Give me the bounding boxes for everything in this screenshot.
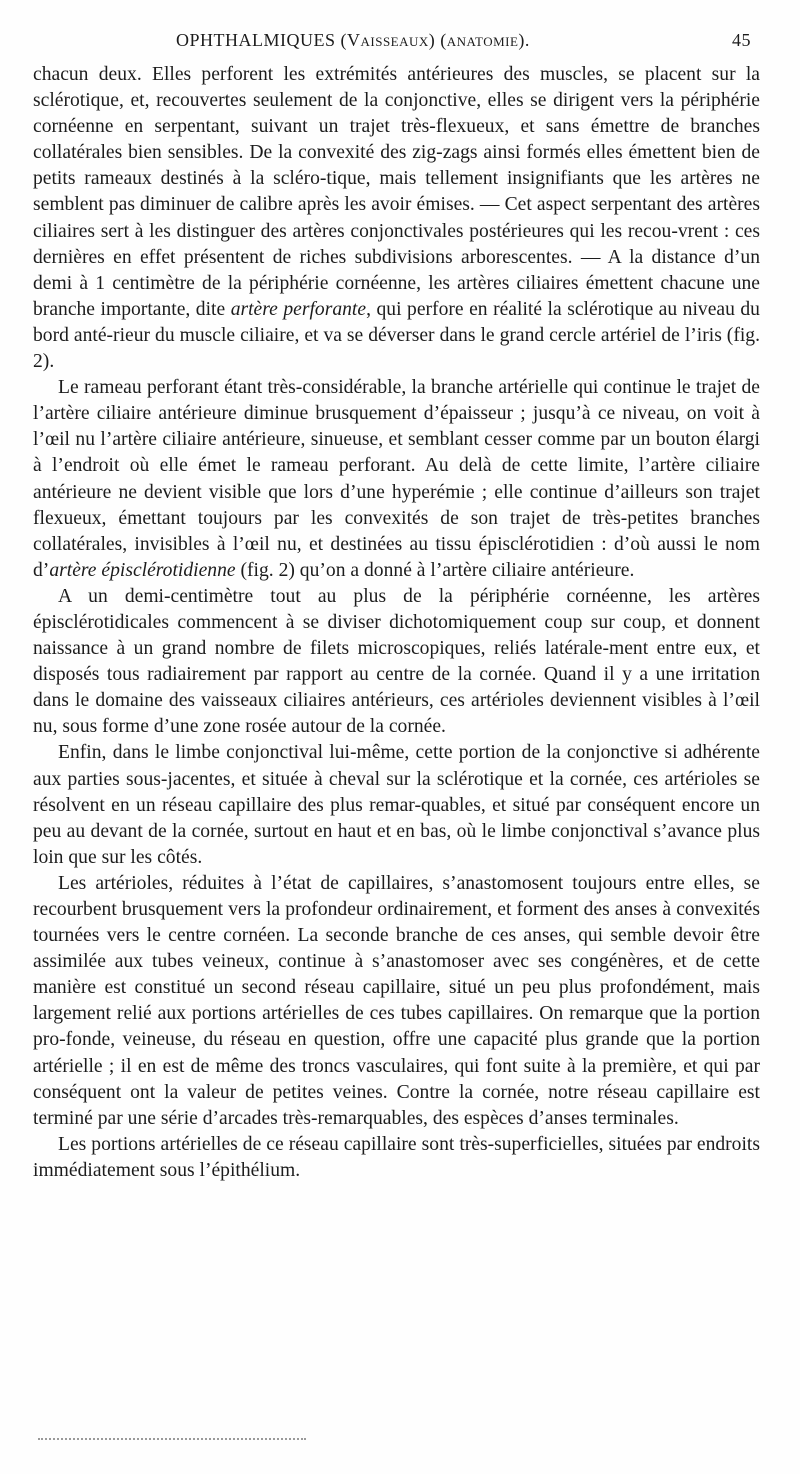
italic-term: artère perforante (230, 298, 367, 320)
paragraph: Les portions artérielles de ce réseau capillaire sont très-superficielles, situées par endroits immédiatement sous l’épithélium. (33, 1133, 760, 1181)
body-text (33, 62, 760, 1184)
paragraph: Le rameau perforant étant très-considérable, la branche artérielle qui continue le trajet de l’artère ciliaire antérieure diminue brusquement d’épaisseur ; jusqu’à ce niveau, on voit à l’œil nu l’artère ciliaire antérieure, sinueuse, et semblant cesser comme par un bouton élargi à l’endroit où elle émet le rameau perforant. Au delà de cette limite, l’artère ciliaire antérieure ne devient visible que lors d’une hyperémie ; elle continue d’ailleurs son trajet flexueux, émettant toujours par les convexités de son trajet de très-petites branches collatérales, invisibles à l’œil nu, et destinées au tissu épisclérotidien : d’où aussi le nom d’artère épisclérotidienne (fig. 2) qu’on a donné à l’artère ciliaire antérieure. (33, 377, 760, 581)
footer-rule (38, 1438, 306, 1440)
paragraph: Enfin, dans le limbe conjonctival lui-même, cette portion de la conjonctive si adhérente aux parties sous-jacentes, et située à cheval sur la sclérotique et la cornée, ces artérioles se résolvent en un réseau capillaire des plus remar-quables, et situé par conséquent encore un peu au devant de la cornée, surtout en haut et en bas, où le limbe conjonctival s’avance plus loin que sur les côtés. (33, 742, 760, 868)
running-title (176, 30, 530, 51)
paragraph: A un demi-centimètre tout au plus de la périphérie cornéenne, les artères épisclérotidicales commencent à se diviser dichotomiquement coup sur coup, et donnent naissance à un grand nombre de filets microscopiques, reliés latérale-ment entre eux, et disposés tous radiairement par rapport au centre de la cornée. Quand il y a une irritation dans le domaine des vaisseaux ciliaires antérieurs, ces artérioles deviennent visibles à l’œil nu, sous forme d’une zone rosée autour de la cornée. (33, 585, 760, 738)
page-number: 45 (732, 30, 751, 50)
running-header (0, 30, 800, 56)
paragraph: chacun deux. Elles perforent les extrémités antérieures des muscles, se placent sur la sclérotique, et, recouvertes seulement de la conjonctive, elles se dirigent vers la périphérie cornéenne en serpentant, suivant un trajet très-flexueux, et sans émettre de branches collatérales bien sensibles. De la convexité des zig-zags ainsi formés elles émettent bien de petits rameaux destinés à la scléro-tique, mais tellement insignifiants que les artères ne semblent pas diminuer de calibre après les avoir émises. — Cet aspect serpentant des artères ciliaires sert à les distinguer des artères conjonctivales postérieures qui les recou-vrent : ces dernières en effet présentent de riches subdivisions arborescentes. — A la distance d’un demi à 1 centimètre de la périphérie cornéenne, les artères ciliaires émettent chacune une branche importante, dite artère perforante, qui perfore en réalité la sclérotique au niveau du bord anté-rieur du muscle ciliaire, et va se déverser dans le grand cercle artériel de l’iris (fig. 2). (33, 64, 760, 373)
paragraph: Les artérioles, réduites à l’état de capillaires, s’anastomosent toujours entre elles, se recourbent brusquement vers la profondeur ordinairement, et forment des anses à convexités tournées vers le centre cornéen. La seconde branche de ces anses, qui semble devoir être assimilée aux tubes veineux, continue à s’anastomoser avec ses congénères, et de cette manière est constitué un second réseau capillaire, situé un peu plus profondément, mais largement relié aux portions artérielles de ces tubes capillaires. On remarque que la portion pro-fonde, veineuse, du réseau en question, offre une capacité plus grande que la portion artérielle ; il en est de même des troncs vasculaires, qui font suite à la première, et qui par conséquent ont la valeur de petites veines. Contre la cornée, notre réseau capillaire est terminé par une série d’arcades très-remarquables, des espèces d’anses terminales. (33, 872, 760, 1129)
title-subsection: (anatomie). (440, 30, 530, 50)
title-section: (Vaisseaux) (340, 30, 436, 50)
title-main: OPHTHALMIQUES (176, 30, 336, 50)
italic-term: artère épisclérotidienne (49, 559, 236, 581)
